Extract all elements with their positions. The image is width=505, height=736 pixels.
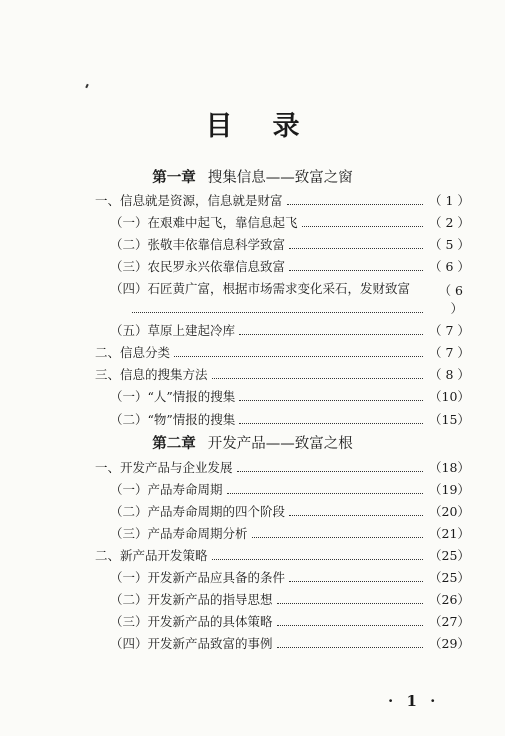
toc-entry[interactable]: （三）农民罗永兴依靠信息致富 （ 6 ）: [110, 259, 470, 274]
toc-entry[interactable]: （一）产品寿命周期 （19）: [110, 482, 470, 497]
page-number: · 1 ·: [388, 692, 440, 710]
toc-entry[interactable]: 三、信息的搜集方法 （ 8 ）: [95, 367, 470, 382]
chapter-1-heading: [0, 166, 505, 187]
toc-entry[interactable]: （二）张敬丰依靠信息科学致富 （ 5 ）: [110, 237, 470, 252]
chapter-2-heading: [0, 432, 505, 453]
toc-entry[interactable]: （一）开发新产品应具备的条件 （25）: [110, 570, 470, 585]
chapter-1-title: 搜集信息——致富之窗: [207, 170, 353, 186]
chapter-2-title: 开发产品——致富之根: [207, 436, 353, 452]
toc-entry[interactable]: （三）产品寿命周期分析 （21）: [110, 526, 470, 541]
scan-speck: [85, 84, 89, 88]
toc-entry[interactable]: 一、信息就是资源，信息就是财富 （ 1 ）: [95, 193, 470, 208]
page-title: 目录: [205, 111, 340, 142]
toc-entry[interactable]: （四）石匠黄广富，根据市场需求变化采石，发财致富: [110, 281, 411, 296]
toc-entry[interactable]: （三）开发新产品的具体策略 （27）: [110, 614, 470, 629]
toc-entry[interactable]: （二）开发新产品的指导思想 （26）: [110, 592, 470, 607]
toc-entry[interactable]: （一）在艰难中起飞，靠信息起飞 （ 2 ）: [110, 215, 470, 230]
toc-entry[interactable]: （四）开发新产品致富的事例 （29）: [110, 636, 470, 651]
toc-entry-continued[interactable]: （ 6 ）: [132, 296, 463, 318]
toc-entry[interactable]: 二、新产品开发策略 （25）: [95, 548, 470, 563]
toc-entry[interactable]: （二）产品寿命周期的四个阶段 （20）: [110, 504, 470, 519]
chapter-2-number: 第二章: [152, 435, 196, 452]
toc-entry[interactable]: 一、开发产品与企业发展 （18）: [95, 460, 470, 475]
toc-entry[interactable]: （二）“物”情报的搜集 （15）: [110, 412, 470, 427]
chapter-1-number: 第一章: [152, 169, 196, 186]
toc-entry[interactable]: （五）草原上建起冷库 （ 7 ）: [110, 323, 470, 338]
toc-entry[interactable]: （一）“人”情报的搜集 （10）: [110, 389, 470, 404]
toc-entry[interactable]: 二、信息分类 （ 7 ）: [95, 345, 470, 360]
